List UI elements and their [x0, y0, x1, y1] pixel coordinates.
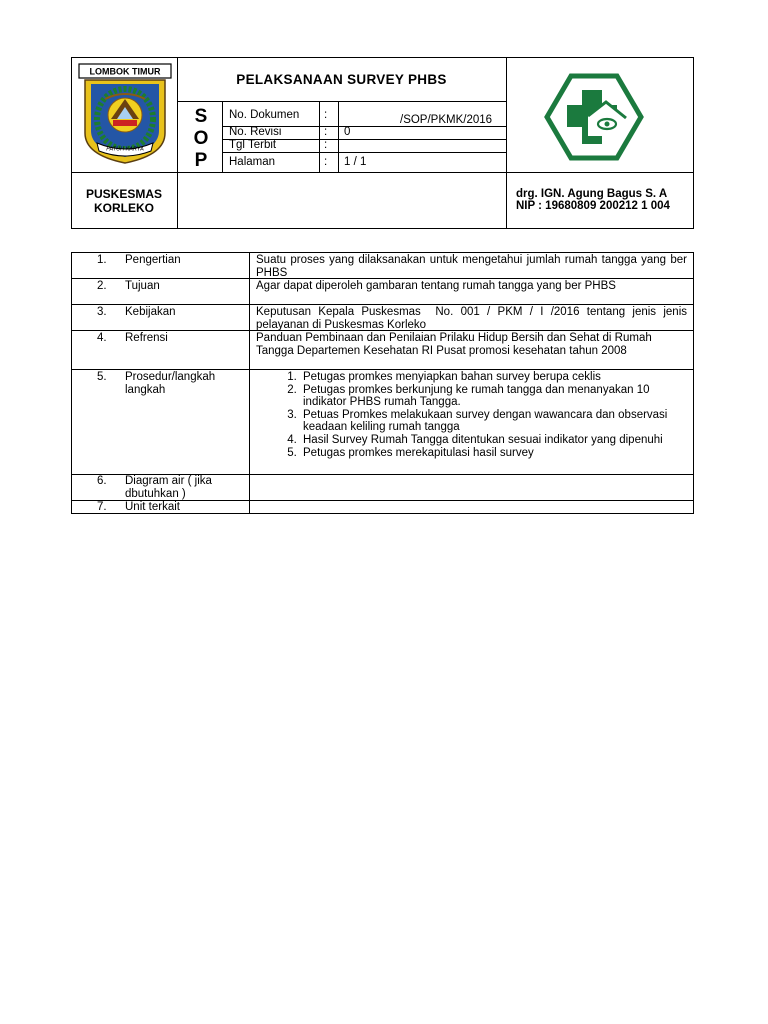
- field-label-no-revisi: No. Revisi: [229, 126, 282, 138]
- sop-col-divider: [222, 101, 223, 172]
- content-row-divider-4: [71, 369, 694, 370]
- sop-letter-o: O: [193, 128, 209, 149]
- field-value-halaman: 1 / 1: [344, 156, 367, 168]
- header-col-divider-2: [506, 57, 507, 229]
- section-label-refrensi: Refrensi: [125, 332, 168, 344]
- procedure-step: 1. Petugas promkes menyiapkan bahan survey berupa ceklis: [300, 371, 688, 384]
- procedure-step: 4. Hasil Survey Rumah Tangga ditentukan sesuai indikator yang dipenuhi: [300, 434, 688, 447]
- content-row-divider-2: [71, 304, 694, 305]
- puskesmas-logo-icon: [544, 72, 644, 162]
- section-label-pengertian: Pengertian: [125, 254, 181, 266]
- section-content-tujuan: Agar dapat diperoleh gambaran tentang rumah tangga yang ber PHBS: [256, 280, 616, 292]
- procedure-step: 3. Petuas Promkes melakukaan survey dengan wawancara dan observasi keadaan keliling rumah tangga: [300, 409, 688, 434]
- field-value-no-revisi: 0: [344, 126, 351, 138]
- signer-name: drg. IGN. Agung Bagus S. A: [516, 188, 668, 200]
- section-number: 7.: [97, 501, 107, 513]
- section-label-tujuan: Tujuan: [125, 280, 160, 292]
- field-label-tgl-terbit: Tgl Terbit: [229, 139, 277, 151]
- procedure-steps-list: [256, 371, 688, 459]
- sop-letter-s: S: [194, 106, 208, 127]
- field-sep-tgl-terbit: :: [324, 139, 328, 151]
- section-number: 2.: [97, 280, 107, 292]
- org-name-line1: PUSKESMAS: [85, 187, 162, 201]
- sop-letter-p: P: [194, 150, 208, 171]
- colon-col-divider: [338, 101, 339, 172]
- header-divider: [71, 172, 694, 173]
- field-label-no-dokumen: No. Dokumen: [229, 109, 300, 121]
- field-row-divider-3: [222, 152, 506, 153]
- kabupaten-emblem-icon: [77, 63, 173, 165]
- signer-nip: NIP : 19680809 200212 1 004: [516, 200, 670, 212]
- document-title: PELAKSANAAN SURVEY PHBS: [236, 72, 447, 87]
- field-sep-no-revisi: :: [324, 126, 328, 138]
- section-number: 6.: [97, 475, 107, 487]
- org-name-line2: KORLEKO: [94, 201, 154, 215]
- field-sep-halaman: :: [324, 156, 328, 168]
- field-sep-no-dokumen: :: [324, 109, 328, 121]
- section-number: 5.: [97, 371, 107, 383]
- section-content-kebijakan: Keputusan Kepala Puskesmas No. 001 / PKM / I /2016 tentang jenis jenis pelayanan di Puskesmas Korleko: [256, 306, 691, 331]
- title-divider: [177, 101, 506, 102]
- procedure-step: 5. Petugas promkes merekapitulasi hasil survey: [300, 447, 688, 460]
- section-number: 3.: [97, 306, 107, 318]
- section-number: 4.: [97, 332, 107, 344]
- procedure-step: 2. Petugas promkes berkunjung ke rumah tangga dan menanyakan 10 indikator PHBS rumah Tangga.: [300, 384, 688, 409]
- section-label-kebijakan: Kebijakan: [125, 306, 176, 318]
- logo-ribbon-text: PATUH KARYA: [106, 146, 144, 153]
- section-label-diagram-air: Diagram air ( jika dbutuhkan ): [125, 475, 212, 500]
- puskesmas-logo: [544, 72, 644, 162]
- field-label-halaman: Halaman: [229, 156, 276, 168]
- section-content-pengertian: Suatu proses yang dilaksanakan untuk mengetahui jumlah rumah tangga yang ber PHBS: [256, 254, 687, 279]
- section-label-prosedur: Prosedur/langkah langkah: [125, 371, 216, 396]
- field-value-no-dokumen: /SOP/PKMK/2016: [400, 114, 493, 126]
- logo-banner-text: LOMBOK TIMUR: [89, 66, 161, 77]
- kabupaten-logo: [77, 63, 173, 165]
- section-number: 1.: [97, 254, 107, 266]
- section-content-refrensi: Panduan Pembinaan dan Penilaian Prilaku Hidup Bersih dan Sehat di Rumah Tangga Departemen Kesehatan RI Pusat promosi kesehatan tahun 2008: [256, 332, 652, 357]
- section-label-unit-terkait: Unit terkait: [125, 501, 180, 513]
- label-col-divider: [319, 101, 320, 172]
